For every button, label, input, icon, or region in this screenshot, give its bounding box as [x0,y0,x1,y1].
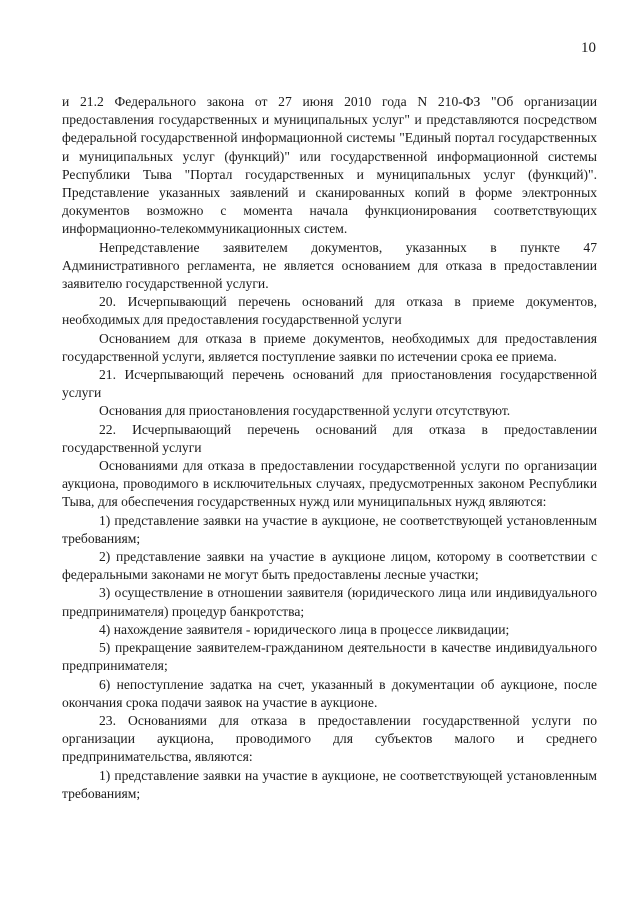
list-item: 1) представление заявки на участие в аукционе, не соответствующей установленным требованиям; [62,767,597,801]
scan-artifact-mark [616,881,626,895]
section-heading-23: 23. Основаниями для отказа в предоставлении государственной услуги по организации аукциона, проводимого для субъектов малого и среднего предпринимательства, являются: [62,712,597,765]
paragraph: Непредставление заявителем документов, указанных в пункте 47 Административного регламента, не является основанием для отказа в предоставлении заявителю государственной услуги. [62,239,597,292]
paragraph: Основаниями для отказа в предоставлении государственной услуги по организации аукциона, проводимого в исключительных случаях, предусмотренных законом Республики Тыва, для обеспечения государственных нужд или муниципальных нужд являются: [62,458,597,510]
list-item: 6) непоступление задатка на счет, указанный в документации об аукционе, после окончания срока подачи заявок на участие в аукционе. [62,676,597,710]
paragraph-continuation: и 21.2 Федерального закона от 27 июня 2010 года N 210-ФЗ "Об организации предоставления государственных и муниципальных услуг" и представляются посредством федеральной государственной информационной системы "Единый портал государственных и муниципальных услуг (функций)" или государственной информационной системы Республики Тыва "Портал государственных и муниципальных услуг (функций)". Представление указанных заявлений и сканированных копий в форме электронных документов возможно с момента начала функционирования соответствующих информационно-телекоммуникационных систем. [62,94,597,237]
section-heading-22: 22. Исчерпывающий перечень оснований для отказа в предоставлении государственной услуги [62,421,597,455]
list-item: 4) нахождение заявителя - юридического лица в процессе ликвидации; [99,621,510,637]
paragraph: Основанием для отказа в приеме документов, необходимых для предоставления государственной услуги, является поступление заявки по истечении срока ее приема. [62,330,597,364]
page-number: 10 [581,40,596,56]
list-item: 3) осуществление в отношении заявителя (юридического лица или индивидуального предпринимателя) процедур банкротства; [62,585,597,619]
document-body [62,93,597,803]
list-item: 2) представление заявки на участие в аукционе лицом, которому в соответствии с федеральными законами не могут быть предоставлены лесные участки; [62,549,597,583]
section-heading-20: 20. Исчерпывающий перечень оснований для отказа в приеме документов, необходимых для предоставления государственной услуги [62,294,597,328]
paragraph: Основания для приостановления государственной услуги отсутствуют. [99,403,511,419]
list-item: 5) прекращение заявителем-гражданином деятельности в качестве индивидуального предпринимателя; [62,640,597,674]
list-item: 1) представление заявки на участие в аукционе, не соответствующей установленным требованиям; [62,512,597,546]
section-heading-21: 21. Исчерпывающий перечень оснований для приостановления государственной услуги [62,367,597,401]
